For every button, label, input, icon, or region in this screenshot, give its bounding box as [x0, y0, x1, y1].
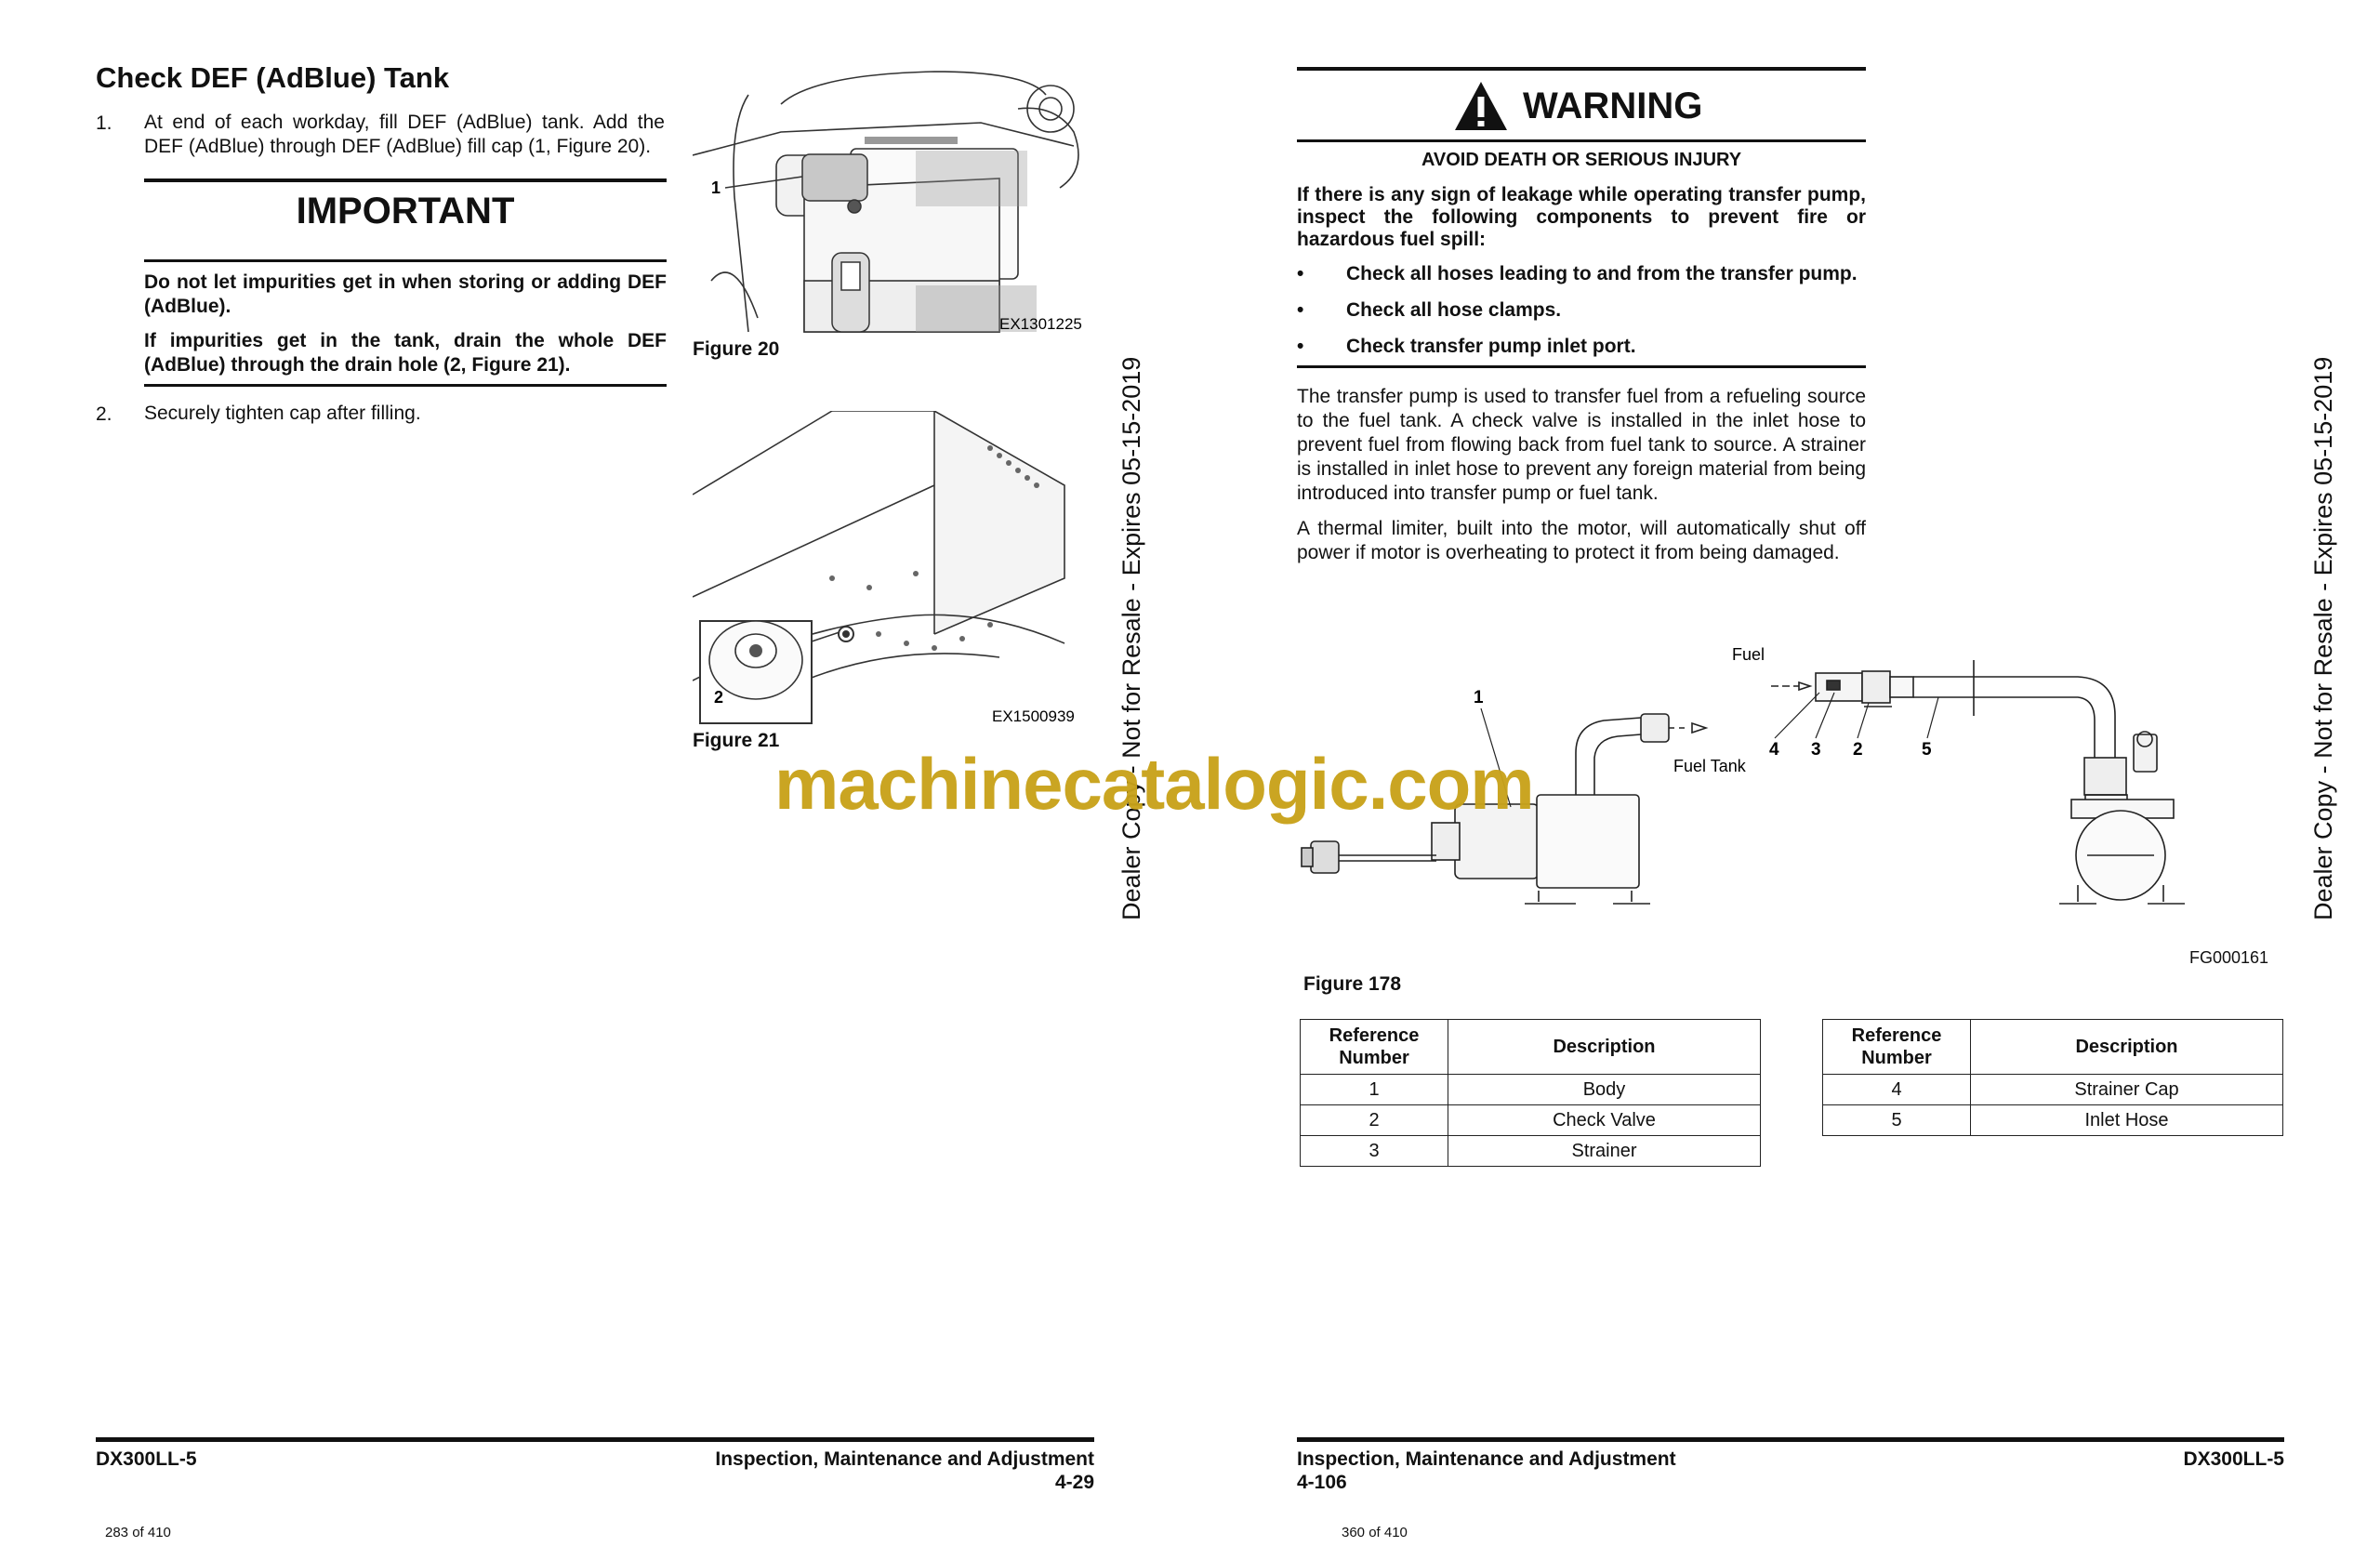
warning-intro: If there is any sign of leakage while operating transfer pump, inspect the following components to prevent fire or hazardous fuel spill: — [1297, 184, 1866, 250]
footer-right-page-number: 4-106 — [1297, 1472, 1347, 1493]
table-2-header-ref: Reference Number — [1823, 1020, 1971, 1075]
important-title: IMPORTANT — [296, 191, 515, 231]
figure-21-callout: 2 — [714, 688, 724, 707]
figure-20-illustration — [693, 67, 1092, 335]
table-cell-desc: Strainer — [1448, 1136, 1761, 1167]
table-cell-desc: Strainer Cap — [1971, 1075, 2283, 1105]
table-cell-desc: Body — [1448, 1075, 1761, 1105]
table-cell-ref: 1 — [1301, 1075, 1448, 1105]
fuel-tank-label: Fuel Tank — [1673, 757, 1746, 775]
important-bottom-rule — [144, 384, 667, 387]
warning-bullet-2: Check all hose clamps. — [1346, 299, 1562, 321]
body-paragraph-1: The transfer pump is used to transfer fuel from a refueling source to the fuel tank. A check valve is installed in the inlet hose to prevent fuel from flowing back from fuel tank to source. A strainer is installed in inlet hose to prevent any foreign material from being introduced into transfer pump or fuel tank. — [1297, 386, 1866, 504]
section-heading: Check DEF (AdBlue) Tank — [96, 61, 450, 94]
table-cell-ref: 4 — [1823, 1075, 1971, 1105]
warning-top-rule — [1297, 67, 1866, 71]
warning-bullet-1: Check all hoses leading to and from the transfer pump. — [1346, 263, 1858, 284]
important-paragraph-2: If impurities get in the tank, drain the whole DEF (AdBlue) through the drain hole (2, Figure 21). — [144, 330, 667, 376]
important-top-rule — [144, 178, 667, 182]
footer-left-page-number: 4-29 — [1054, 1472, 1094, 1493]
warning-mid-rule — [1297, 139, 1866, 142]
important-mid-rule — [144, 259, 667, 262]
step-1-text: At end of each workday, fill DEF (AdBlue) tank. Add the DEF (AdBlue) through DEF (AdBlue) fill cap (1, Figure 20). — [144, 112, 665, 157]
callout-2: 2 — [1853, 740, 1863, 760]
warning-bullet-marker: • — [1297, 336, 1304, 357]
figure-21-code: EX1500939 — [992, 707, 1075, 725]
step-2-number: 2. — [96, 403, 112, 425]
footer-left-model: DX300LL-5 — [96, 1448, 197, 1470]
table-cell-desc: Inlet Hose — [1971, 1105, 2283, 1136]
right-page-count: 360 of 410 — [1342, 1525, 1408, 1540]
warning-bullet-3: Check transfer pump inlet port. — [1346, 336, 1636, 357]
warning-bullet-marker: • — [1297, 263, 1304, 284]
figure-21-illustration — [693, 411, 1092, 727]
footer-right-model: DX300LL-5 — [2183, 1448, 2284, 1470]
table-row — [1301, 1075, 1761, 1105]
figure-178-caption: Figure 178 — [1303, 973, 1402, 995]
table-1-header-ref: Reference Number — [1301, 1020, 1448, 1075]
dealer-copy-watermark-center: Dealer Copy - Not for Resale - Expires 05-15-2019 — [1117, 356, 1145, 920]
footer-left-section: Inspection, Maintenance and Adjustment — [715, 1448, 1094, 1470]
callout-4: 4 — [1769, 740, 1779, 760]
callout-3: 3 — [1811, 740, 1821, 760]
callout-1: 1 — [1474, 688, 1484, 707]
table-row — [1823, 1105, 2283, 1136]
footer-rule-left — [96, 1437, 1094, 1442]
warning-subtitle: AVOID DEATH OR SERIOUS INJURY — [1421, 150, 1742, 170]
table-row — [1823, 1075, 2283, 1105]
figure-20-caption: Figure 20 — [693, 338, 780, 360]
figure-178-code: FG000161 — [2189, 948, 2269, 967]
reference-table-2 — [1822, 1019, 2283, 1136]
table-cell-ref: 2 — [1301, 1105, 1448, 1136]
table-cell-ref: 3 — [1301, 1136, 1448, 1167]
warning-triangle-icon — [1453, 80, 1509, 132]
left-page-count: 283 of 410 — [105, 1525, 171, 1540]
warning-bullet-marker: • — [1297, 299, 1304, 321]
dealer-copy-watermark-right: Dealer Copy - Not for Resale - Expires 05-15-2019 — [2309, 356, 2337, 920]
step-2-text: Securely tighten cap after filling. — [144, 403, 421, 424]
site-watermark: machinecatalogic.com — [774, 743, 1534, 825]
footer-right-section: Inspection, Maintenance and Adjustment — [1297, 1448, 1676, 1470]
figure-21-caption: Figure 21 — [693, 730, 780, 751]
figure-20-code: EX1301225 — [999, 315, 1082, 333]
table-cell-desc: Check Valve — [1448, 1105, 1761, 1136]
important-paragraph-1: Do not let impurities get in when storing or adding DEF (AdBlue). — [144, 271, 667, 317]
body-paragraph-2: A thermal limiter, built into the motor, will automatically shut off power if motor is overheating to protect it from being damaged. — [1297, 518, 1866, 563]
callout-5: 5 — [1922, 740, 1932, 760]
fuel-label: Fuel — [1732, 645, 1765, 664]
warning-bottom-rule — [1297, 365, 1866, 368]
figure-20-callout: 1 — [711, 178, 721, 197]
reference-table-1 — [1300, 1019, 1761, 1167]
table-row — [1301, 1136, 1761, 1167]
table-2-header-desc: Description — [1971, 1020, 2283, 1075]
footer-rule-right — [1297, 1437, 2284, 1442]
step-1-number: 1. — [96, 112, 112, 134]
table-cell-ref: 5 — [1823, 1105, 1971, 1136]
table-row — [1301, 1105, 1761, 1136]
table-1-header-desc: Description — [1448, 1020, 1761, 1075]
warning-title: WARNING — [1523, 86, 1703, 126]
